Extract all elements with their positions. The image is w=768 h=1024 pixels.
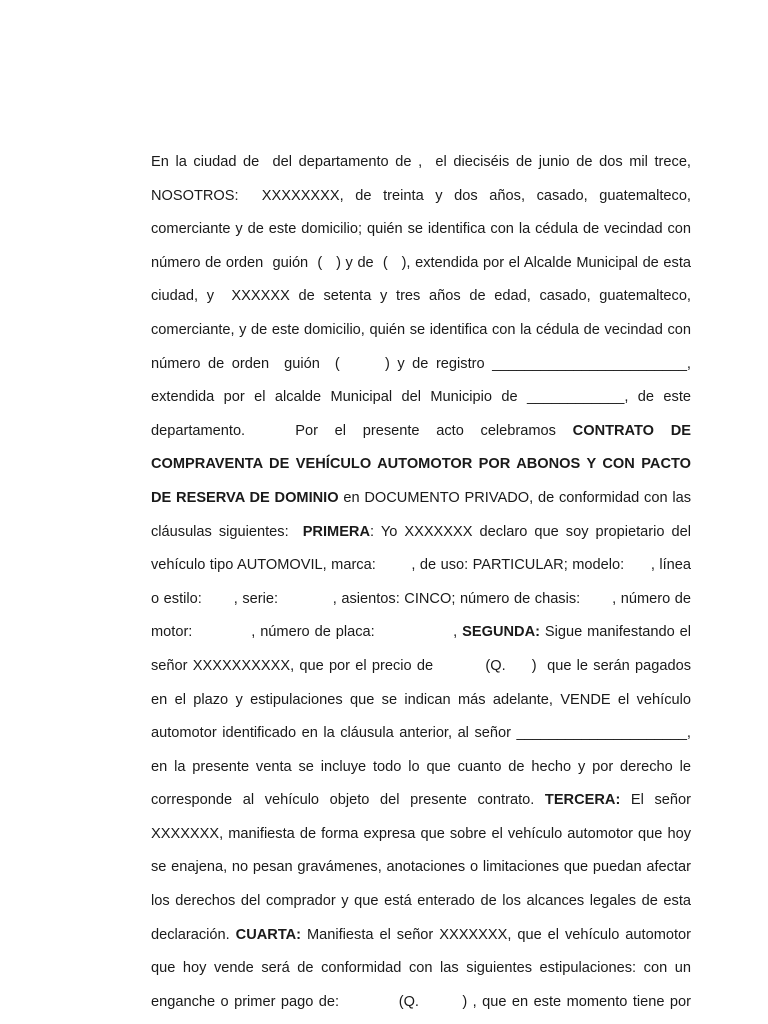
text-run: en la presente venta se incluye todo lo que cuanto de hecho y por derecho le <box>151 758 691 775</box>
text-line <box>151 319 691 353</box>
text-line <box>151 185 691 219</box>
contract-body <box>151 151 691 1024</box>
text-line <box>151 453 691 487</box>
text-run: NOSOTROS: XXXXXXXX, de treinta y dos años, casado, guatemalteco, <box>151 187 691 204</box>
text-line <box>151 689 691 723</box>
text-run: enganche o primer pago de: (Q. ) , que en este momento tiene por <box>151 993 691 1010</box>
text-run: en el plazo y estipulaciones que se indican más adelante, VENDE el vehículo <box>151 691 691 708</box>
text-line <box>151 252 691 286</box>
text-line <box>151 353 691 387</box>
text-line <box>151 991 691 1024</box>
text-line <box>151 218 691 252</box>
bold-text-run: DE RESERVA DE DOMINIO <box>151 489 339 506</box>
text-run: Manifiesta el señor XXXXXXX, que el vehículo automotor <box>301 926 691 943</box>
text-run: número de orden guión ( ) y de registro ________________________, <box>151 355 691 372</box>
text-line <box>151 924 691 958</box>
text-line <box>151 621 691 655</box>
text-run: En la ciudad de del departamento de , el dieciséis de junio de dos mil trece, <box>151 154 691 170</box>
bold-text-run: CUARTA: <box>235 926 302 943</box>
text-line <box>151 151 691 185</box>
text-line <box>151 420 691 454</box>
text-run: se enajena, no pesan gravámenes, anotaciones o limitaciones que puedan afectar <box>151 859 691 876</box>
text-run: o estilo: , serie: , asientos: CINCO; número de chasis: , número de <box>151 590 691 607</box>
bold-text-run: PRIMERA <box>302 523 370 540</box>
text-run: : Yo XXXXXXX declaro que soy propietario del <box>370 523 691 540</box>
text-line <box>151 554 691 588</box>
text-run: extendida por el alcalde Municipal del Municipio de ____________, de este <box>151 389 691 406</box>
text-line <box>151 890 691 924</box>
text-line <box>151 756 691 790</box>
text-line <box>151 789 691 823</box>
text-line <box>151 521 691 555</box>
text-run: número de orden guión ( ) y de ( ), extendida por el Alcalde Municipal de esta <box>151 254 691 271</box>
text-run: departamento. Por el presente acto celebramos <box>151 422 573 439</box>
text-run: comerciante, y de este domicilio, quién se identifica con la cédula de vecindad con <box>151 321 691 338</box>
text-run: vehículo tipo AUTOMOVIL, marca: , de uso: PARTICULAR; modelo: , línea <box>151 557 691 574</box>
bold-text-run: TERCERA: <box>544 792 621 809</box>
text-run: señor XXXXXXXXXX, que por el precio de (Q. ) que le serán pagados <box>151 657 691 674</box>
text-run: que hoy vende será de conformidad con las siguientes estipulaciones: con un <box>151 960 691 977</box>
text-run: ciudad, y XXXXXX de setenta y tres años de edad, casado, guatemalteco, <box>151 288 691 305</box>
bold-text-run: SEGUNDA: <box>462 624 540 641</box>
text-line <box>151 823 691 857</box>
text-run: los derechos del comprador y que está enterado de los alcances legales de esta <box>151 893 691 910</box>
text-line <box>151 655 691 689</box>
text-line <box>151 856 691 890</box>
text-run: automotor identificado en la cláusula anterior, al señor _____________________, <box>151 725 691 742</box>
text-line <box>151 487 691 521</box>
text-run: motor: , número de placa: , <box>151 624 463 641</box>
text-run: comerciante y de este domicilio; quién se identifica con la cédula de vecindad con <box>151 221 691 238</box>
text-run: declaración. <box>151 926 236 943</box>
text-run: en DOCUMENTO PRIVADO, de conformidad con las <box>338 489 691 506</box>
text-line <box>151 285 691 319</box>
text-run: Sigue manifestando el <box>539 624 691 641</box>
text-run: El señor <box>620 792 691 809</box>
text-line <box>151 722 691 756</box>
text-line <box>151 957 691 991</box>
text-run: corresponde al vehículo objeto del presente contrato. <box>151 792 545 809</box>
text-line <box>151 588 691 622</box>
text-line <box>151 386 691 420</box>
bold-text-run: COMPRAVENTA DE VEHÍCULO AUTOMOTOR POR ABONOS Y CON PACTO <box>151 456 691 473</box>
text-run: XXXXXXX, manifiesta de forma expresa que sobre el vehículo automotor que hoy <box>151 825 691 842</box>
bold-text-run: CONTRATO DE <box>572 422 691 439</box>
text-run: cláusulas siguientes: <box>151 523 303 540</box>
